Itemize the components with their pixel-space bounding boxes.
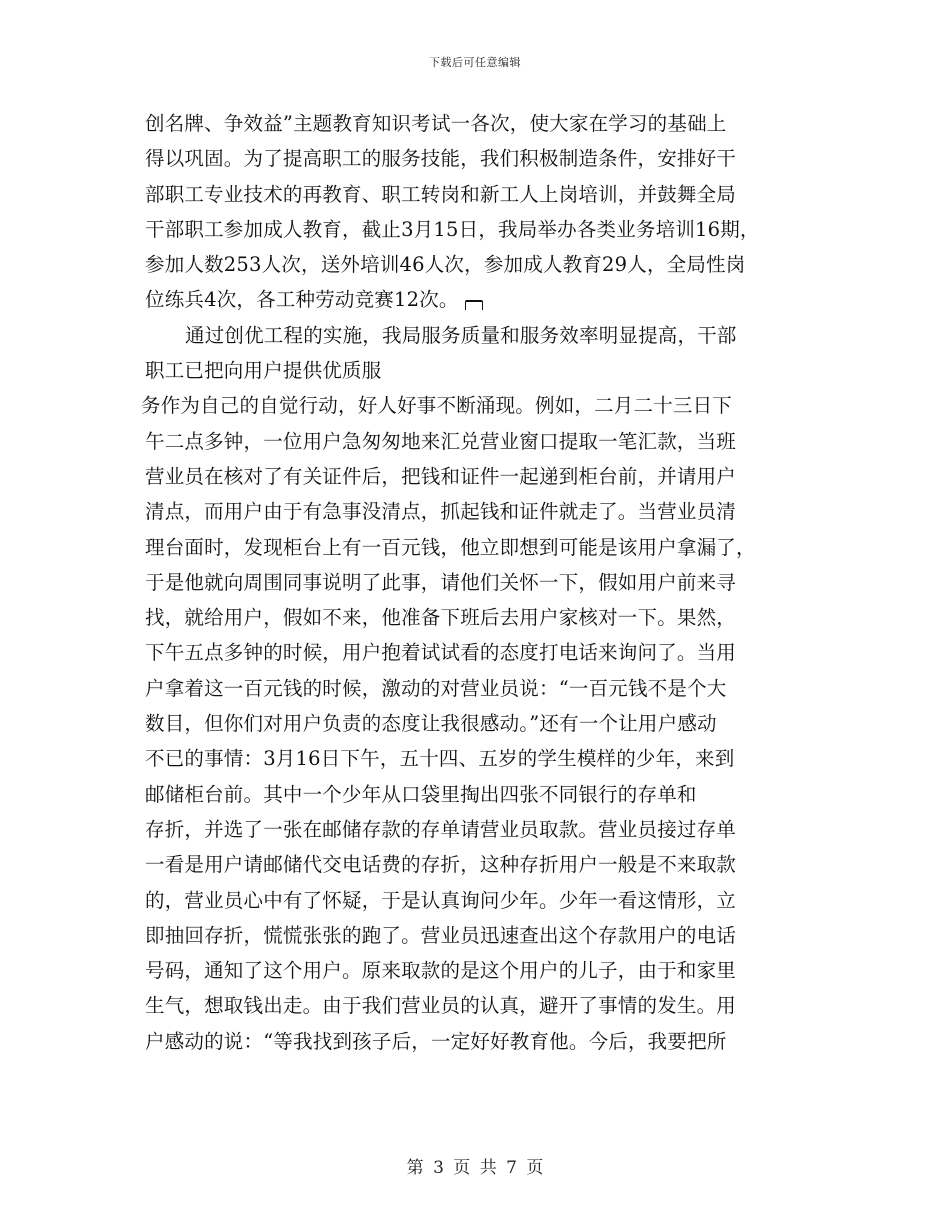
text-line: 职工已把向用户提供优质服 [145, 359, 382, 383]
text-line: 清点，而用户由于有急事没清点，抓起钱和证件就走了。当营业员清 [145, 500, 737, 524]
text-line: 邮储柜台前。其中一个少年从口袋里掏出四张不同银行的存单和 [145, 782, 697, 806]
text-line: 数目，但你们对用户负责的态度让我很感动。”还有一个让用户感动 [145, 712, 717, 736]
text-line: 营业员在核对了有关证件后，把钱和证件一起递到柜台前，并请用户 [145, 464, 737, 488]
text-line: 创名牌、争效益”主题教育知识考试一各次，使大家在学习的基础上 [145, 112, 727, 135]
text-line: 下午五点多钟的时候，用户抱着试试看的态度打电话来询问了。当用 [145, 641, 737, 665]
text-line: 即抽回存折，慌慌张张的跑了。营业员迅速查出这个存款用户的电话 [145, 923, 737, 947]
text-cursor-icon [465, 300, 483, 310]
text-line: 不已的事情：3月16日下午，五十四、五岁的学生模样的少年，来到 [145, 747, 735, 771]
text-line: 存折，并选了一张在邮储存款的存单请营业员取款。营业员接过存单 [145, 817, 737, 841]
text-line: 生气，想取钱出走。由于我们营业员的认真，避开了事情的发生。用 [145, 994, 737, 1018]
text-line: 户拿着这一百元钱的时候，激动的对营业员说：“一百元钱不是个大 [145, 676, 727, 700]
text-line: 干部职工参加成人教育，截止3月15日，我局举办各类业务培训16期， [145, 217, 760, 241]
text-line-content: 位练兵4次，各工种劳动竞赛12次。 [145, 288, 459, 312]
text-line: 理台面时，发现柜台上有一百元钱，他立即想到可能是该用户拿漏了， [145, 535, 756, 559]
text-line: 午二点多钟，一位用户急匆匆地来汇兑营业窗口提取一笔汇款，当班 [145, 429, 737, 453]
page-header: 下载后可任意编辑 [429, 56, 521, 69]
text-line: 务作为自己的自觉行动，好人好事不断涌现。例如，二月二十三日下 [141, 394, 733, 418]
page-footer: 第 3 页 共 7 页 [406, 1158, 544, 1178]
text-line: 得以巩固。为了提高职工的服务技能，我们积极制造条件，安排好干 [145, 147, 737, 171]
text-line: 的，营业员心中有了怀疑，于是认真询问少年。少年一看这情形，立 [145, 888, 737, 912]
text-line: 参加人数253人次，送外培训46人次，参加成人教育29人，全局性岗 [145, 253, 746, 277]
text-line: 找，就给用户，假如不来，他准备下班后去用户家核对一下。果然， [145, 606, 737, 630]
text-line: 部职工专业技术的再教育、职工转岗和新工人上岗培训，并鼓舞全局 [145, 182, 737, 206]
text-line: 于是他就向周围同事说明了此事，请他们关怀一下，假如用户前来寻 [145, 570, 737, 594]
text-line [145, 282, 825, 317]
paragraph-start-line: 通过创优工程的实施，我局服务质量和服务效率明显提高，干部 [185, 323, 737, 347]
text-line: 一看是用户请邮储代交电话费的存折，这种存折用户一般是不来取款 [145, 853, 737, 877]
text-line: 户感动的说：“等我找到孩子后，一定好好教育他。今后，我要把所 [145, 1029, 727, 1053]
text-line: 号码，通知了这个用户。原来取款的是这个用户的儿子，由于和家里 [145, 959, 737, 983]
document-body [141, 106, 825, 1059]
